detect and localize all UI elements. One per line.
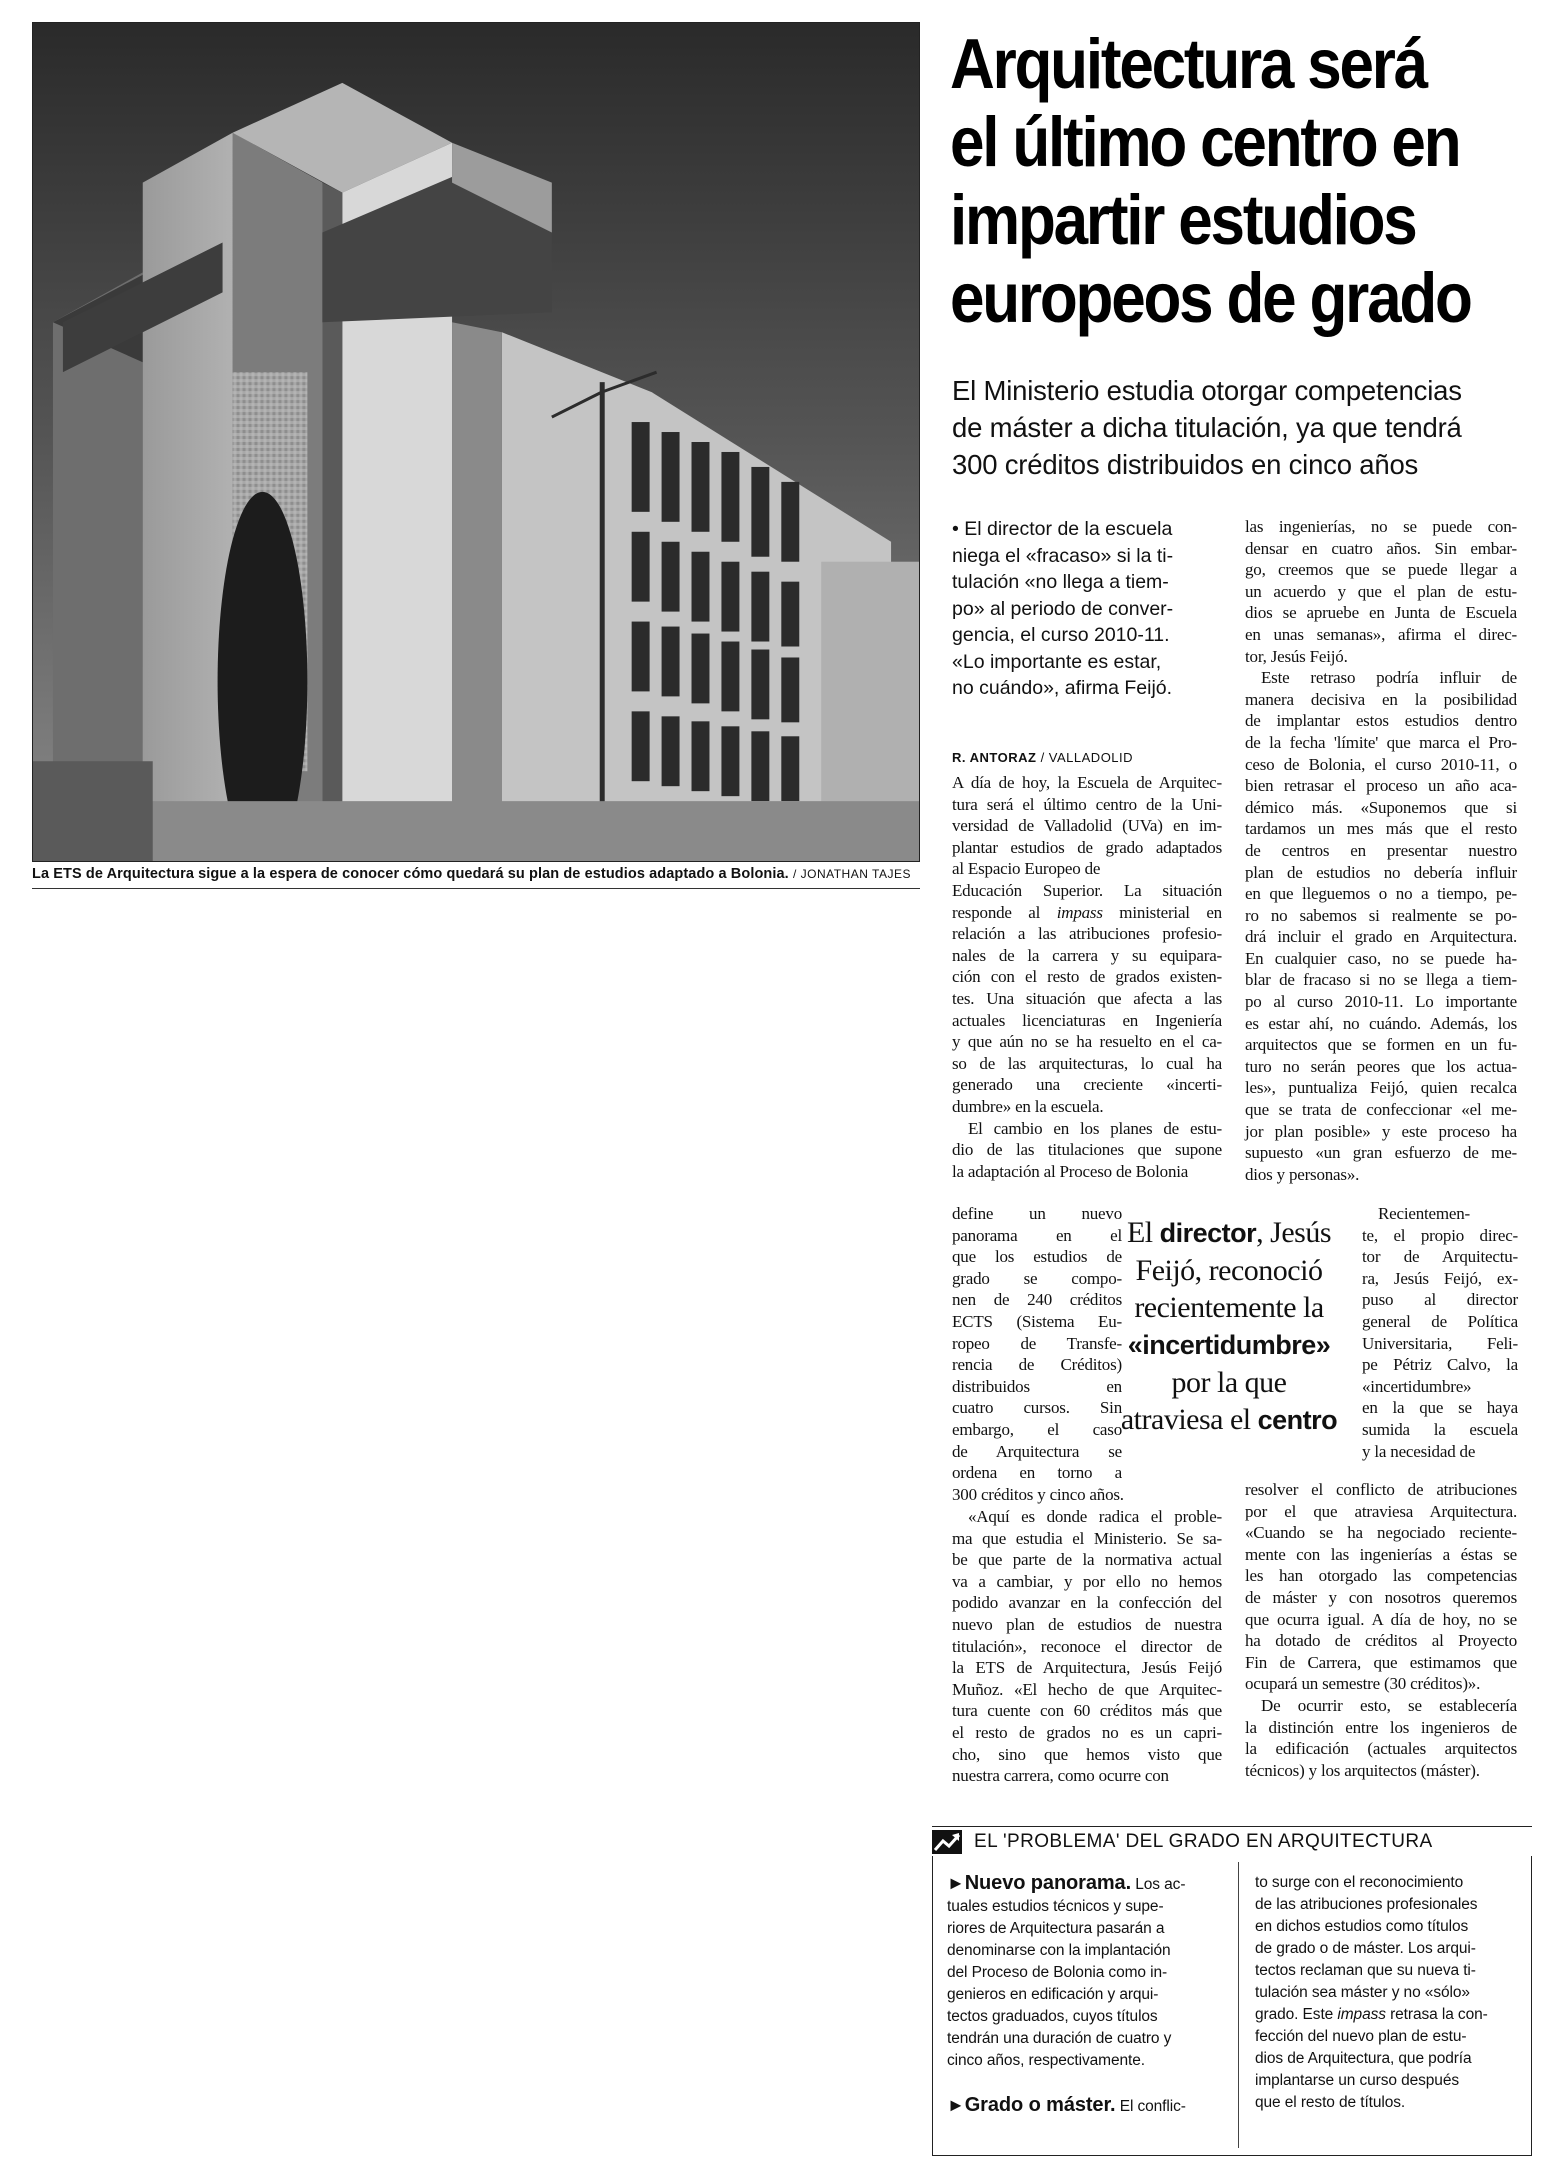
body-line: ha dotado de créditos al Proyecto bbox=[1245, 1631, 1517, 1651]
headline-line: impartir estudios bbox=[950, 181, 1416, 260]
sidebar-line: en dichos estudios como títulos bbox=[1255, 1918, 1469, 1935]
subheadline bbox=[952, 372, 1532, 483]
body-line: ropeo de Transfe- bbox=[952, 1333, 1122, 1353]
lead-line: tulación «no llega a tiem- bbox=[952, 571, 1169, 593]
body-line: dio de las titulaciones que supone bbox=[952, 1140, 1222, 1160]
body-line: embargo, el caso bbox=[952, 1419, 1122, 1439]
pullquote-text: atraviesa el bbox=[1120, 1403, 1258, 1436]
body-line: be que parte de la normativa actual bbox=[952, 1550, 1222, 1570]
body-line: y la necesidad de bbox=[1362, 1441, 1476, 1461]
sidebar-line: tulación sea máster y no «sólo» bbox=[1255, 1984, 1470, 2001]
body-line: ordena en torno a bbox=[952, 1463, 1122, 1483]
body-line: relación a las atribuciones profesio- bbox=[952, 924, 1222, 944]
body-line: de máster y con nosotros queremos bbox=[1245, 1587, 1517, 1607]
body-line: de centros en presentar nuestro bbox=[1245, 840, 1517, 860]
body-line: de implantar estos estudios dentro bbox=[1245, 711, 1517, 731]
body-line: turo no serán peores que los actua- bbox=[1245, 1056, 1517, 1076]
caption-text: La ETS de Arquitectura sigue a la espera de conocer cómo quedará su plan de estudios adaptado a Bolonia. bbox=[32, 866, 789, 882]
pullquote-line: por la que bbox=[1171, 1366, 1287, 1399]
byline-author: R. ANTORAZ bbox=[952, 750, 1037, 765]
pullquote-line bbox=[1104, 1401, 1354, 1439]
body-line: define un nuevo bbox=[952, 1204, 1122, 1223]
body-line: Universitaria, Feli- bbox=[1362, 1333, 1518, 1353]
body-line: la adaptación al Proceso de Bolonia bbox=[952, 1161, 1189, 1181]
body-column-1b bbox=[952, 1203, 1122, 1505]
byline-location: / VALLADOLID bbox=[1040, 750, 1134, 765]
body-line: manera decisiva en la posibilidad bbox=[1245, 689, 1517, 709]
body-line: ro no sabemos si realmente se po- bbox=[1245, 905, 1517, 925]
body-line: ma que estudia el Ministerio. Se sa- bbox=[952, 1528, 1222, 1548]
body-line: y que aún no se ha resuelto en el ca- bbox=[952, 1032, 1222, 1052]
body-line: tura cuente con 60 créditos más que bbox=[952, 1701, 1222, 1721]
body-line: dumbre» en la escuela. bbox=[952, 1096, 1104, 1116]
article-photo bbox=[32, 22, 920, 862]
body-line: ción con el resto de grados existen- bbox=[952, 967, 1222, 987]
subhead-line: 300 créditos distribuidos en cinco años bbox=[952, 449, 1419, 480]
sidebar-divider bbox=[1238, 1862, 1239, 2148]
sidebar-column-left bbox=[947, 1872, 1227, 2118]
body-line: De ocurrir esto, se establecería bbox=[1261, 1695, 1517, 1715]
body-line: démico más. «Suponemos que si bbox=[1245, 797, 1517, 817]
body-line: distribuidos en bbox=[952, 1376, 1122, 1396]
sidebar-text: Los ac- bbox=[1131, 1876, 1186, 1893]
body-column-1a bbox=[952, 772, 1222, 1182]
body-line: versidad de Valladolid (UVa) en im- bbox=[952, 816, 1222, 836]
sidebar-line bbox=[947, 2094, 1227, 2118]
body-line: po al curso 2010-11. Lo importante bbox=[1245, 992, 1517, 1012]
body-line: cuatro cursos. Sin bbox=[952, 1398, 1122, 1418]
sidebar-line: tectos graduados, cuyos títulos bbox=[947, 2008, 1158, 2025]
body-line: ECTS (Sistema Eu- bbox=[952, 1311, 1122, 1331]
sidebar-line: de las atribuciones profesionales bbox=[1255, 1896, 1478, 1913]
lead-line: «Lo importante es estar, bbox=[952, 650, 1162, 673]
body-line: pe Pétriz Calvo, la bbox=[1362, 1355, 1518, 1375]
body-line: que ocurra igual. A día de hoy, no se bbox=[1245, 1609, 1517, 1629]
sidebar-line: cinco años, respectivamente. bbox=[947, 2052, 1145, 2069]
lead-line: gencia, el curso 2010-11. bbox=[952, 624, 1170, 646]
body-line: mente con las ingenierías a éstas se bbox=[1245, 1544, 1517, 1564]
body-line: te, el propio direc- bbox=[1362, 1225, 1518, 1245]
body-line: Muñoz. «El hecho de que Arquitec- bbox=[952, 1679, 1222, 1699]
sidebar-column-right bbox=[1255, 1872, 1525, 2114]
sidebar-line: fección del nuevo plan de estu- bbox=[1255, 2028, 1467, 2045]
lead-line: • El director de la escuela bbox=[952, 518, 1173, 540]
subhead-line: El Ministerio estudia otorgar competencias bbox=[952, 375, 1462, 406]
body-line: supuesto «un gran esfuerzo de me- bbox=[1245, 1143, 1517, 1163]
body-line: que se trata de confeccionar «el me- bbox=[1245, 1100, 1517, 1120]
body-line: grado se compo- bbox=[952, 1268, 1122, 1288]
body-line: generado una creciente «incerti- bbox=[952, 1075, 1222, 1095]
sidebar-line: dios de Arquitectura, que podría bbox=[1255, 2050, 1472, 2067]
body-line: Educación Superior. La situación bbox=[952, 880, 1222, 900]
pullquote-emphasis: director bbox=[1159, 1218, 1257, 1248]
body-line: blar de fracaso si no se llega a tiem- bbox=[1245, 970, 1517, 990]
body-line: general de Política bbox=[1362, 1311, 1518, 1331]
subhead-line: de máster a dicha titulación, ya que tendrá bbox=[952, 412, 1462, 443]
body-line: densar en cuatro años. Sin embar- bbox=[1245, 538, 1517, 558]
body-line: arquitectos que se formen en un fu- bbox=[1245, 1035, 1517, 1055]
body-line: jor plan posible» y este proceso ha bbox=[1245, 1121, 1517, 1141]
body-column-2b bbox=[1362, 1203, 1518, 1462]
photo-credit: / JONATHAN TAJES bbox=[792, 867, 911, 881]
sidebar-text: El conflic- bbox=[1115, 2098, 1186, 2115]
pull-quote bbox=[1104, 1214, 1354, 1439]
body-line: tura será el último centro de la Uni- bbox=[952, 794, 1222, 814]
body-line: «Cuando se ha negociado reciente- bbox=[1245, 1523, 1517, 1543]
body-line: que los estudios de bbox=[952, 1247, 1122, 1267]
body-line: responde al impass ministerial en bbox=[952, 902, 1222, 922]
pullquote-text: El bbox=[1126, 1216, 1160, 1249]
body-line: drá incluir el grado en Arquitectura. bbox=[1245, 927, 1517, 947]
lead-line: niega el «fracaso» si la ti- bbox=[952, 544, 1174, 567]
headline-line: europeos de grado bbox=[950, 259, 1471, 338]
sidebar-line: denominarse con la implantación bbox=[947, 1942, 1171, 1959]
body-line: un acuerdo y que el plan de estu- bbox=[1245, 581, 1517, 601]
body-line: El cambio en los planes de estu- bbox=[968, 1118, 1222, 1138]
lead-line: po» al periodo de conver- bbox=[952, 597, 1174, 620]
body-line: podido avanzar en la confección del bbox=[952, 1593, 1222, 1613]
body-line: cho, sino que hemos visto que bbox=[952, 1744, 1222, 1764]
body-line: la edificación (actuales arquitectos bbox=[1245, 1739, 1517, 1759]
arrow-right-icon: ► bbox=[947, 2095, 965, 2115]
sidebar-line: de grado o de máster. Los arqui- bbox=[1255, 1940, 1476, 1957]
sidebar-line: tectos reclaman que su nueva ti- bbox=[1255, 1962, 1476, 1979]
body-line: so de las arquitecturas, lo cual ha bbox=[952, 1053, 1222, 1073]
body-line: resolver el conflicto de atribuciones bbox=[1245, 1480, 1517, 1499]
body-line: 300 créditos y cinco años. bbox=[952, 1484, 1124, 1504]
sidebar-line: que el resto de títulos. bbox=[1255, 2094, 1406, 2111]
body-line: bien retrasar el proceso un año aca- bbox=[1245, 776, 1517, 796]
body-column-2a bbox=[1245, 516, 1517, 1185]
sidebar-line: del Proceso de Bolonia como in- bbox=[947, 1964, 1168, 1981]
sidebar-line bbox=[947, 1872, 1227, 1896]
body-line: en que lleguemos o no a tiempo, pe- bbox=[1245, 884, 1517, 904]
body-line: tardamos un mes más que el resto bbox=[1245, 819, 1517, 839]
sidebar-title: EL 'PROBLEMA' DEL GRADO EN ARQUITECTURA bbox=[932, 1826, 1532, 1852]
body-line: de Arquitectura se bbox=[952, 1441, 1122, 1461]
body-line: dios y personas». bbox=[1245, 1164, 1360, 1184]
body-line: En cualquier caso, no se puede ha- bbox=[1245, 948, 1517, 968]
body-column-1c bbox=[952, 1506, 1222, 1787]
headline-line: el último centro en bbox=[950, 103, 1460, 182]
body-line: la distinción entre los ingenieros de bbox=[1245, 1717, 1517, 1737]
pullquote-line bbox=[1104, 1326, 1354, 1364]
sidebar-line: tendrán una duración de cuatro y bbox=[947, 2030, 1172, 2047]
pullquote-line: recientemente la bbox=[1134, 1291, 1324, 1324]
body-line: ra, Jesús Feijó, ex- bbox=[1362, 1268, 1518, 1288]
body-column-2c bbox=[1245, 1479, 1517, 1781]
body-line: de la fecha 'límite' que marca el Pro- bbox=[1245, 732, 1517, 752]
body-line: plantar estudios de grado adaptados bbox=[952, 837, 1222, 857]
body-line: nen de 240 créditos bbox=[952, 1290, 1122, 1310]
sidebar-line: grado. Este impass retrasa la con- bbox=[1255, 2006, 1488, 2023]
byline bbox=[952, 750, 1133, 765]
sidebar-line: to surge con el reconocimiento bbox=[1255, 1874, 1464, 1891]
sidebar-heading: Grado o máster. bbox=[964, 2094, 1116, 2116]
body-line: rencia de Créditos) bbox=[952, 1355, 1122, 1375]
body-line: plan de estudios no debería influir bbox=[1245, 862, 1517, 882]
lead-line: no cuándo», afirma Feijó. bbox=[952, 677, 1173, 699]
body-line: Fin de Carrera, que estimamos que bbox=[1245, 1652, 1517, 1672]
body-line: técnicos) y los arquitectos (máster). bbox=[1245, 1760, 1480, 1780]
pullquote-line: Feijó, reconoció bbox=[1135, 1254, 1323, 1287]
body-line: dios se apruebe en Junta de Escuela bbox=[1245, 603, 1517, 623]
sidebar-line: tuales estudios técnicos y supe- bbox=[947, 1898, 1164, 1915]
sidebar-line: implantarse un curso después bbox=[1255, 2072, 1459, 2089]
body-line: ceso de Bolonia, el curso 2010-11, o bbox=[1245, 754, 1517, 774]
headline bbox=[950, 26, 1540, 338]
body-line: ocupará un semestre (30 créditos)». bbox=[1245, 1674, 1481, 1694]
body-line: tor, Jesús Feijó. bbox=[1245, 646, 1348, 666]
body-line: la ETS de Arquitectura, Jesús Feijó bbox=[952, 1658, 1222, 1678]
pullquote-text: , Jesús bbox=[1256, 1216, 1332, 1249]
pullquote-emphasis: centro bbox=[1257, 1405, 1338, 1435]
headline-line: Arquitectura será bbox=[950, 26, 1427, 104]
sidebar-line: riores de Arquitectura pasarán a bbox=[947, 1920, 1165, 1937]
body-line: «Aquí es donde radica el proble- bbox=[968, 1507, 1222, 1526]
body-line: en unas semanas», afirma el direc- bbox=[1245, 624, 1517, 644]
body-line: go, creemos que se puede llegar a bbox=[1245, 560, 1517, 580]
body-line: tor de Arquitectu- bbox=[1362, 1247, 1518, 1267]
body-line: sumida la escuela bbox=[1362, 1419, 1518, 1439]
body-line: nuevo plan de estudios de nuestra bbox=[952, 1614, 1222, 1634]
body-line: A día de hoy, la Escuela de Arquitec- bbox=[952, 773, 1222, 792]
body-line: Este retraso podría influir de bbox=[1261, 668, 1517, 688]
arrow-right-icon: ► bbox=[947, 1873, 965, 1893]
body-line: nuestra carrera, como ocurre con bbox=[952, 1766, 1169, 1786]
pullquote-line bbox=[1104, 1214, 1354, 1252]
body-line: panorama en el bbox=[952, 1225, 1122, 1245]
body-line: actuales licenciaturas en Ingeniería bbox=[952, 1010, 1222, 1030]
building-photo bbox=[33, 23, 919, 861]
body-line: «incertidumbre» bbox=[1362, 1376, 1472, 1396]
body-line: es estar ahí, no cuándo. Además, los bbox=[1245, 1013, 1517, 1033]
photo-caption bbox=[32, 866, 920, 889]
body-line: el resto de grados no es un capri- bbox=[952, 1722, 1222, 1742]
body-line: les han otorgado las competencias bbox=[1245, 1566, 1517, 1586]
sidebar-line: genieros en edificación y arqui- bbox=[947, 1986, 1159, 2003]
body-line: va a cambiar, y por ello no hemos bbox=[952, 1571, 1222, 1591]
body-line: por el que atraviesa Arquitectura. bbox=[1245, 1501, 1517, 1521]
body-line: tes. Una situación que afecta a las bbox=[952, 988, 1222, 1008]
lead-bullet bbox=[952, 516, 1202, 702]
body-line: puso al director bbox=[1362, 1290, 1518, 1310]
body-line: les», puntualiza Feijó, quien recalca bbox=[1245, 1078, 1517, 1098]
body-line: en la que se haya bbox=[1362, 1398, 1518, 1418]
body-line: nales de la carrera y su equipara- bbox=[952, 945, 1222, 965]
body-line: las ingenierías, no se puede con- bbox=[1245, 517, 1517, 536]
sidebar-spacer bbox=[947, 2072, 1227, 2094]
body-line: al Espacio Europeo de bbox=[952, 859, 1101, 879]
body-line: titulación», reconoce el director de bbox=[952, 1636, 1222, 1656]
body-line: Recientemen- bbox=[1378, 1204, 1470, 1223]
sidebar-heading: Nuevo panorama. bbox=[964, 1872, 1132, 1894]
pullquote-emphasis: «incertidumbre» bbox=[1127, 1330, 1331, 1360]
